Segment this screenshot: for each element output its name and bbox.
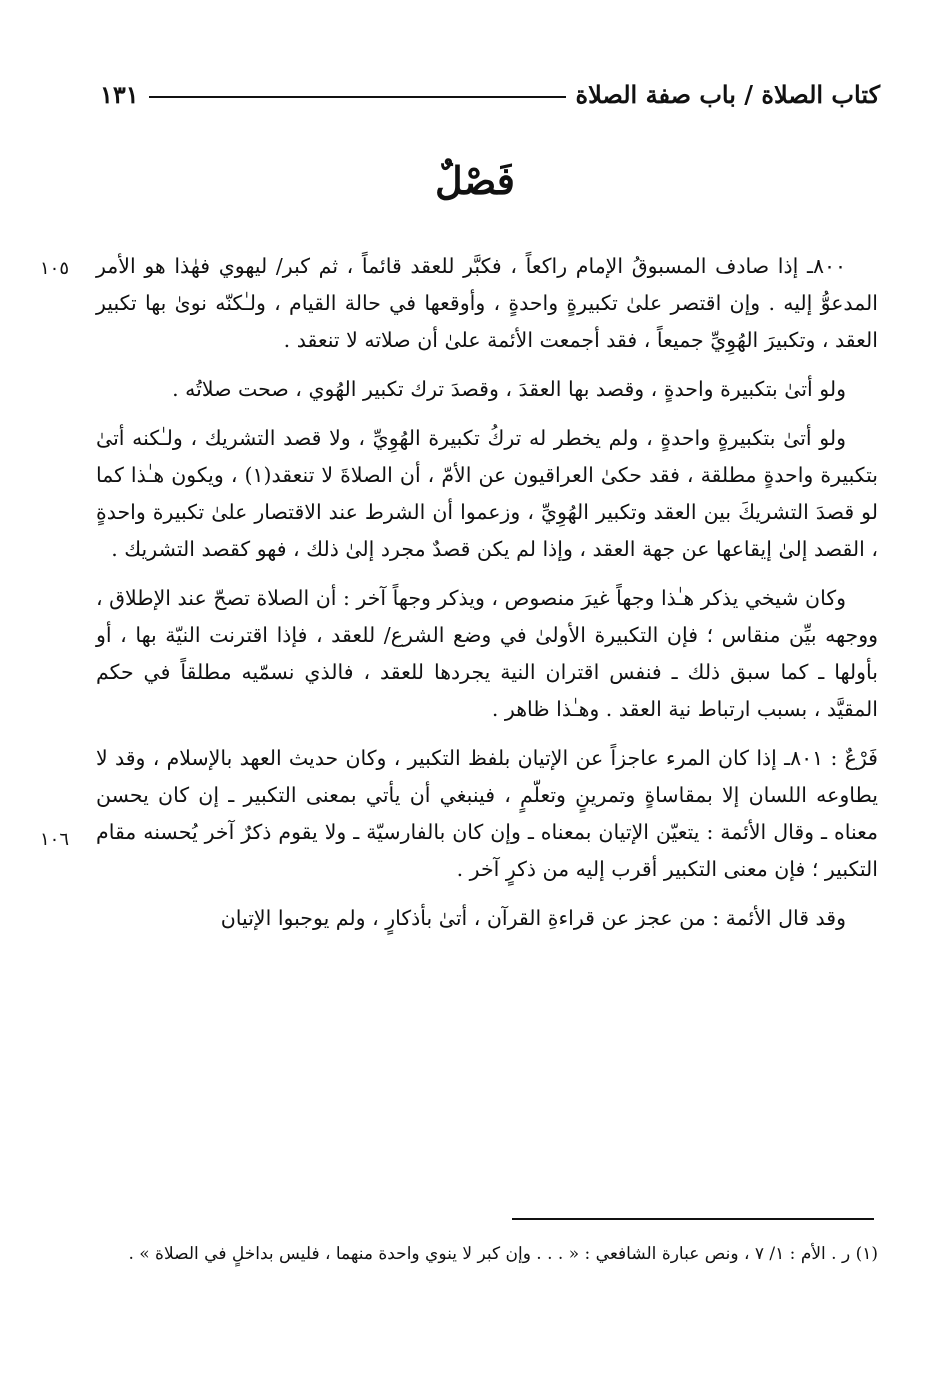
footnotes — [96, 1236, 878, 1272]
chapter-title: كتاب الصلاة / باب صفة الصلاة — [575, 79, 880, 109]
margin-number: ١٠٥ — [40, 258, 70, 279]
running-header — [100, 72, 880, 116]
paragraph: وكان شيخي يذكر هـٰذا وجهاً غيرَ منصوص ، ويذكر وجهاً آخر : أن الصلاة تصحّ عند الإطلاق ، ووجهه بيِّن منقاس ؛ فإن التكبيرة الأولىٰ في وضع الشرع/ للعقد ، فإذا اقترنت النيّة بها ، أو بأولها ـ كما سبق ذلك ـ فنفس اقتران النية يجردها للعقد ، فالذي نسمّيه مطلقاً في حكم المقيَّد ، بسبب ارتباط نية العقد . وهـٰذا ظاهر . — [96, 586, 878, 721]
header-rule — [149, 96, 566, 98]
paragraph: وقد قال الأئمة : من عجز عن قراءةِ القرآن ، أتىٰ بأذكارٍ ، ولم يوجبوا الإتيان — [220, 906, 846, 930]
paragraph: ولو أتىٰ بتكبيرة واحدةٍ ، وقصد بها العقدَ ، وقصدَ ترك تكبير الهُوي ، صحت صلاتُه . — [172, 377, 846, 401]
section-heading: فَصْلٌ — [435, 158, 515, 203]
paragraph: فَرْعٌ : ٨٠١ـ إذا كان المرء عاجزاً عن الإتيان بلفظ التكبير ، وكان حديث العهد بالإسلام ، وقد لا يطاوعه اللسان إلا بمقاساةٍ وتمرينٍ وتعلّمٍ ، فينبغي أن يأتي بمعنى التكبير ـ إن كان يحسن معناه ـ وقال الأئمة : يتعيّن الإتيان بمعناه ـ وإن كان بالفارسيّة ـ ولا يقوم ذكرٌ آخر يُحسنه مقام التكبير ؛ فإن معنى التكبير أقرب إليه من ذكرٍ آخر . — [96, 746, 878, 881]
margin-number: ١٠٦ — [40, 829, 70, 850]
main-text — [96, 248, 878, 949]
page-number: ١٣١ — [100, 79, 139, 109]
paragraph: ٨٠٠ـ إذا صادف المسبوقُ الإمام راكعاً ، فكبَّر للعقد قائماً ، ثم كبر/ ليهوي فهٰذا هو الأمر المدعوُّ إليه . وإن اقتصر علىٰ تكبيرةٍ واحدةٍ ، وأوقعها في حالة القيام ، ولـٰكنّه نوىٰ بها تكبير العقد ، وتكبيرَ الهُوِيِّ جميعاً ، فقد أجمعت الأئمة علىٰ أن صلاته لا تنعقد . — [96, 254, 878, 352]
footnote: (١) ر . الأم : ١/ ٧ ، ونص عبارة الشافعي : « . . . وإن كبر لا ينوي واحدة منهما ، فليس بداخلٍ في الصلاة » . — [128, 1244, 878, 1264]
footnote-rule — [512, 1218, 874, 1220]
paragraph: ولو أتىٰ بتكبيرةٍ واحدةٍ ، ولم يخطر له تركُ تكبيرة الهُوِيِّ ، ولا قصد التشريك ، ولـٰكنه أتىٰ بتكبيرة واحدةٍ مطلقة ، فقد حكىٰ العراقيون عن الأمّ ، أن الصلاةَ لا تنعقد(١) ، ويكون هـٰذا كما لو قصدَ التشريكَ بين العقد وتكبير الهُوِيِّ ، وزعموا أن الشرط عند الاقتصار علىٰ تكبيرة واحدةٍ ، القصد إلىٰ إيقاعها عن جهة العقد ، وإذا لم يكن قصدٌ مجرد إلىٰ ذلك ، فهو كقصد التشريك . — [96, 426, 878, 561]
